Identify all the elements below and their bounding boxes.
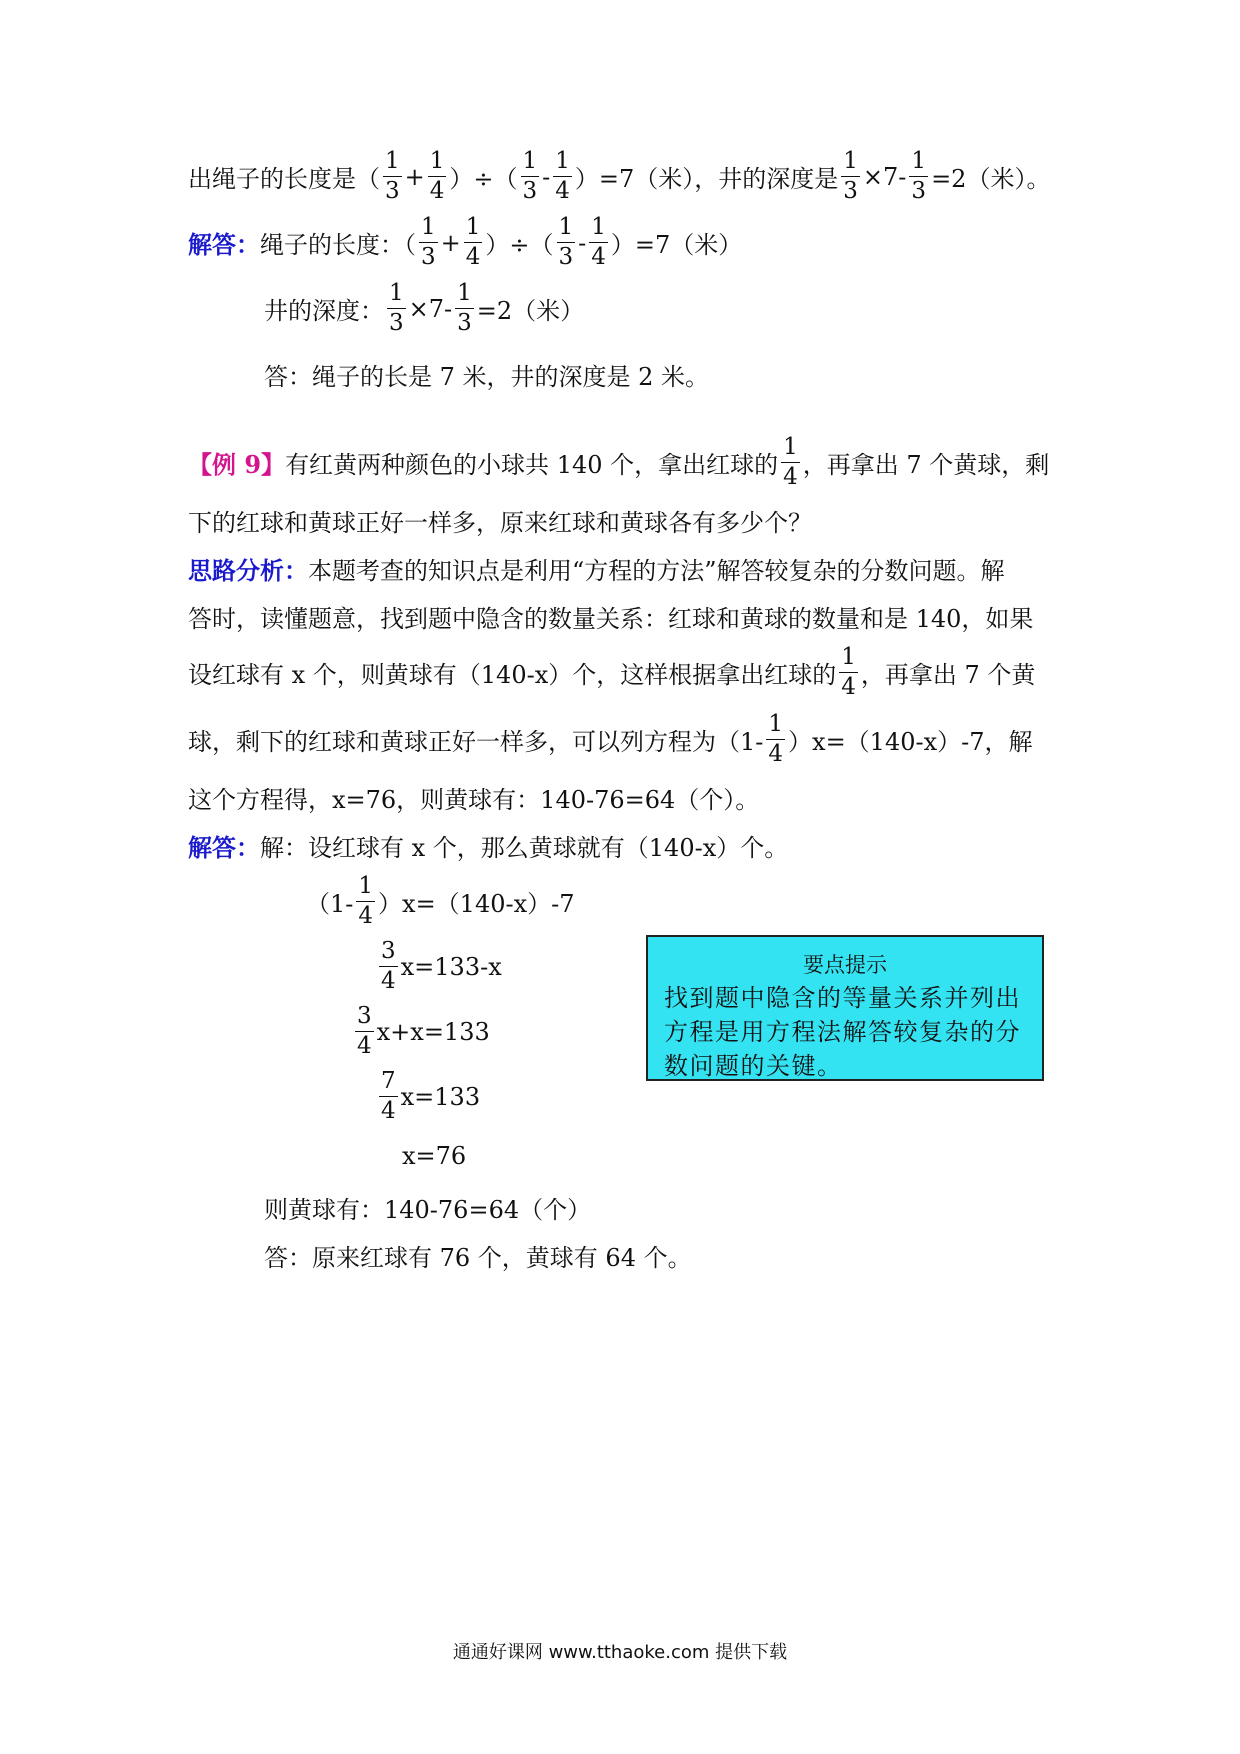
- equation-1: [306, 875, 575, 928]
- fraction-1-3: $\frac{1}{3}$: [385, 148, 400, 204]
- text: 设红球有 x 个，则黄球有（140-x）个，这样根据拿出红球的: [188, 661, 837, 689]
- fraction-3-4: $\frac{3}{4}$: [381, 938, 396, 994]
- example-9-line1: [188, 436, 1049, 489]
- page-footer: 通通好课网 www.tthaoke.com 提供下载: [452, 1642, 788, 1663]
- text: ×7-: [862, 162, 907, 191]
- fraction-1-3: $\frac{1}{3}$: [389, 280, 404, 336]
- text: =2（米）。: [931, 165, 1051, 193]
- fraction-1-4: $\frac{1}{4}$: [841, 644, 856, 700]
- text: 出绳子的长度是（: [188, 165, 380, 193]
- fraction-1-3: $\frac{1}{3}$: [558, 214, 574, 270]
- equation-5: [402, 1142, 466, 1170]
- tip-body: 找到题中隐含的等量关系并列出方程是用方程法解答较复杂的分数问题的关键。: [664, 984, 1021, 1080]
- text: 下的红球和黄球正好一样多，原来红球和黄球各有多少个？: [188, 509, 812, 537]
- text: （1-: [306, 890, 354, 918]
- answer-2-intro: [188, 828, 788, 863]
- fraction-1-4: $\frac{1}{4}$: [591, 214, 606, 270]
- fraction-1-4: $\frac{1}{4}$: [768, 711, 784, 767]
- example-label: 【例 9】: [188, 450, 286, 479]
- tip-title: 要点提示: [803, 953, 887, 977]
- fraction-7-4: $\frac{7}{4}$: [381, 1068, 396, 1124]
- fraction-1-4: $\frac{1}{4}$: [465, 214, 481, 270]
- text: ×7-: [408, 294, 453, 323]
- text: ）x=（140-x）-7: [378, 890, 575, 918]
- text: x+x=133: [376, 1017, 490, 1046]
- analysis-line4: [188, 713, 1033, 766]
- text: x=76: [402, 1142, 467, 1170]
- fraction-1-3: $\frac{1}{3}$: [522, 148, 538, 204]
- text: ）÷（: [485, 231, 554, 259]
- text: 有红黄两种颜色的小球共 140 个，拿出红球的: [285, 451, 779, 479]
- line-answer-rope: 解答： 绳子的长度：（ $\frac{1}{3}$ + $\frac{1}{4}$ ）÷（ $\frac{1}{3}$ - $\frac{1}{4}$ ）=7（米）: [188, 214, 743, 270]
- text: =2（米）: [476, 297, 585, 325]
- example-9-line2: [188, 503, 812, 538]
- yellow-count: [264, 1190, 591, 1225]
- analysis-line1: [188, 551, 1005, 586]
- text: ）=7（米）: [610, 231, 743, 259]
- text: x=133-x: [400, 952, 502, 981]
- text: x=133: [400, 1082, 481, 1111]
- tip-box: [646, 935, 1044, 1081]
- analysis-line5: [188, 780, 759, 815]
- text: ）÷（: [449, 165, 518, 193]
- text: ，再拿出 7 个黄: [860, 661, 1036, 689]
- line-rope-summary: 出绳子的长度是（ $\frac{1}{3}$ + $\frac{1}{4}$ ）÷（ $\frac{1}{3}$ - $\frac{1}{4}$ ）=7（米），井的深度是 $\frac{1}{3}$ ×7- $\frac{1}{3}$ =2（米）。: [188, 148, 1051, 204]
- text: 答：原来红球有 76 个，黄球有 64 个。: [264, 1244, 692, 1272]
- text: 则黄球有：140-76=64（个）: [264, 1196, 592, 1224]
- line-well-depth: [264, 282, 584, 335]
- fraction-1-4: $\frac{1}{4}$: [783, 434, 798, 490]
- text: ）=7（米），井的深度是: [574, 165, 839, 193]
- answer-1: [264, 357, 709, 392]
- fraction-1-4: $\frac{1}{4}$: [555, 148, 570, 204]
- fraction-1-3: $\frac{1}{3}$: [457, 280, 472, 336]
- answer-label: 解答：: [188, 833, 260, 862]
- text: ）x=（140-x）-7，解: [788, 728, 1033, 756]
- answer-2: [264, 1238, 692, 1273]
- text: 井的深度：: [264, 297, 384, 325]
- answer-label: 解答：: [188, 230, 260, 259]
- text: 解：设红球有 x 个，那么黄球就有（140-x）个。: [260, 834, 789, 862]
- analysis-line3: [188, 646, 1035, 699]
- text: 本题考查的知识点是利用“方程的方法”解答较复杂的分数问题。解: [308, 557, 1005, 585]
- analysis-line2: [188, 599, 1033, 634]
- equation-3: [352, 1005, 490, 1058]
- text: 答时，读懂题意，找到题中隐含的数量关系：红球和黄球的数量和是 140，如果: [188, 605, 1034, 633]
- equation-2: [376, 940, 502, 993]
- fraction-1-3: $\frac{1}{3}$: [911, 148, 927, 204]
- fraction-3-4: $\frac{3}{4}$: [357, 1003, 372, 1059]
- fraction-1-4: $\frac{1}{4}$: [429, 148, 445, 204]
- analysis-label: 思路分析：: [188, 556, 308, 585]
- fraction-1-4: $\frac{1}{4}$: [358, 873, 374, 929]
- text: 球，剩下的红球和黄球正好一样多，可以列方程为（1-: [188, 728, 764, 756]
- text: 绳子的长度：（: [260, 231, 416, 259]
- fraction-1-3: $\frac{1}{3}$: [421, 214, 436, 270]
- text: 答：绳子的长是 7 米，井的深度是 2 米。: [264, 363, 710, 391]
- equation-4: [376, 1070, 480, 1123]
- fraction-1-3: $\frac{1}{3}$: [843, 148, 858, 204]
- text: 这个方程得，x=76，则黄球有：140-76=64（个）。: [188, 786, 760, 814]
- text: ，再拿出 7 个黄球，剩: [802, 451, 1050, 479]
